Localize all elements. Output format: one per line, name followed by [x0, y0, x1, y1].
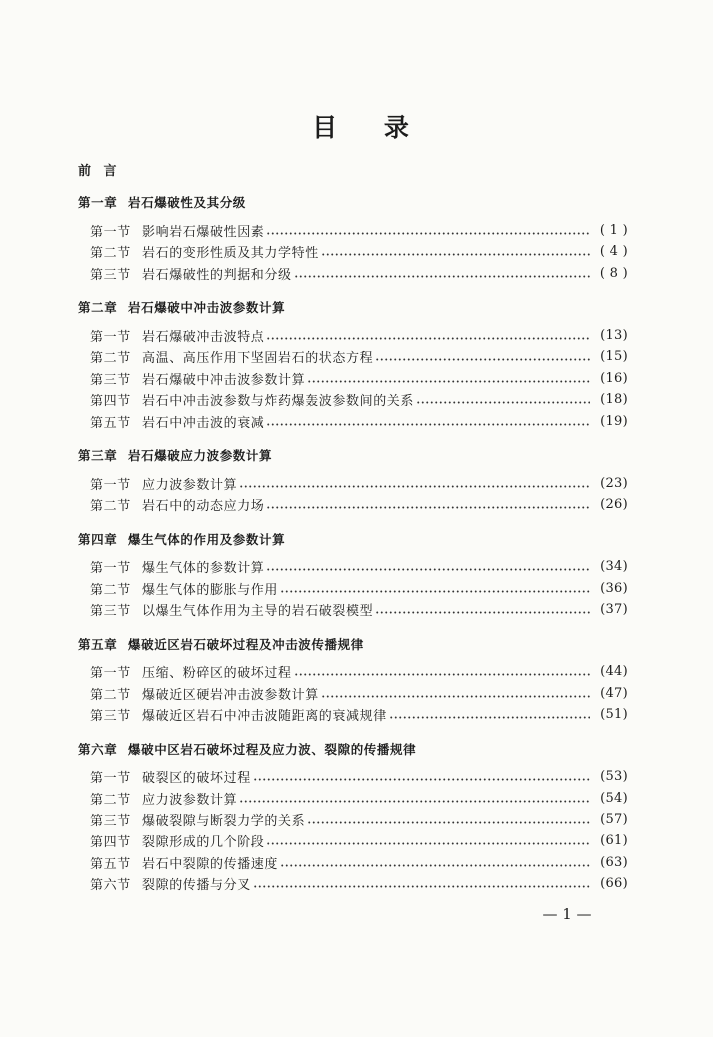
- dot-leader: [321, 253, 590, 256]
- section-label: 第一节: [90, 477, 131, 493]
- section-label: 第一节: [90, 561, 131, 577]
- section-row: [90, 346, 628, 367]
- page-number: (54): [600, 790, 628, 806]
- page-number: ( 8 ): [599, 265, 628, 281]
- chapter-heading: [78, 192, 628, 214]
- section-title: 破裂区的破坏过程: [142, 771, 251, 787]
- dot-leader: [266, 842, 590, 845]
- section-title: 岩石中裂隙的传播速度: [142, 856, 279, 872]
- chapter-heading: [78, 634, 628, 656]
- section-label: 第五节: [90, 856, 131, 872]
- preface-heading: 前 言: [78, 164, 117, 179]
- dot-leader: [321, 695, 590, 698]
- page-number: (23): [600, 475, 628, 491]
- section-title: 裂隙形成的几个阶段: [142, 835, 265, 851]
- dot-leader: [239, 485, 590, 488]
- section-title: 岩石爆破中冲击波参数计算: [142, 372, 306, 388]
- dot-leader: [389, 716, 590, 719]
- section-title: 爆破裂隙与断裂力学的关系: [142, 814, 306, 829]
- page-number: (47): [600, 685, 628, 701]
- dot-leader: [266, 337, 590, 340]
- dot-leader: [307, 821, 590, 824]
- section-label: 第二节: [90, 499, 131, 515]
- section-label: 第四节: [90, 394, 131, 410]
- section-label: 第一节: [90, 771, 131, 787]
- section-label: 第一节: [90, 666, 131, 682]
- section-title: 应力波参数计算: [142, 477, 238, 493]
- page-number: (63): [600, 854, 628, 870]
- section-title: 岩石中冲击波参数与炸药爆轰波参数间的关系: [142, 394, 415, 410]
- dot-leader: [375, 358, 590, 361]
- section-title: 爆破近区岩石中冲击波随距离的衰减规律: [142, 709, 387, 725]
- section-label: 第二节: [90, 246, 131, 262]
- section-label: 第二节: [90, 792, 131, 808]
- chapter-title: 岩石爆破应力波参数计算: [128, 448, 273, 464]
- section-row: [90, 325, 628, 346]
- dot-leader: [239, 800, 590, 803]
- table-of-contents: [78, 163, 628, 894]
- section-row: [90, 241, 628, 262]
- page-number: ( 1 ): [599, 222, 628, 238]
- section-row: [90, 263, 628, 284]
- section-label: 第五节: [90, 415, 131, 431]
- section-row: [90, 682, 628, 703]
- page-number: (53): [600, 769, 628, 785]
- page-number: (16): [600, 370, 628, 386]
- section-row: [90, 852, 628, 873]
- chapter-heading: [78, 529, 628, 551]
- section-row: [90, 704, 628, 725]
- section-title: 裂隙的传播与分叉: [142, 878, 251, 894]
- page-number: ( 4 ): [599, 244, 628, 260]
- page-number: (26): [600, 497, 628, 513]
- dot-leader: [294, 673, 590, 676]
- section-title: 岩石爆破冲击波特点: [142, 329, 265, 345]
- page-number: (37): [600, 602, 628, 618]
- chapter-title: 爆破中区岩石破坏过程及应力波、裂隙的传播规律: [128, 741, 417, 757]
- page-number: (51): [600, 707, 628, 723]
- chapter-label: 第四章: [78, 531, 118, 547]
- section-label: 第二节: [90, 351, 131, 367]
- page-number: (13): [600, 327, 628, 343]
- page-number: (34): [600, 559, 628, 575]
- chapter-title: 爆生气体的作用及参数计算: [128, 531, 286, 547]
- section-row: [90, 556, 628, 577]
- page-footer-number: — 1 —: [542, 905, 592, 923]
- section-label: 第二节: [90, 687, 131, 703]
- section-title: 影响岩石爆破性因素: [142, 224, 265, 240]
- section-label: 第三节: [90, 814, 131, 829]
- chapter-title: 爆破近区岩石破坏过程及冲击波传播规律: [128, 636, 364, 652]
- section-title: 岩石中的动态应力场: [142, 499, 265, 515]
- section-label: 第一节: [90, 224, 131, 240]
- section-row: [90, 766, 628, 787]
- section-title: 爆破近区硬岩冲击波参数计算: [142, 687, 319, 703]
- chapter-label: 第五章: [78, 636, 118, 652]
- section-label: 第六节: [90, 878, 131, 894]
- section-row: [90, 599, 628, 620]
- section-row: [90, 368, 628, 389]
- dot-leader: [307, 380, 590, 383]
- toc-title: 目 录: [312, 113, 409, 142]
- chapter-label: 第六章: [78, 741, 118, 757]
- chapter-heading: [78, 297, 628, 319]
- section-row: [90, 473, 628, 494]
- section-row: [90, 809, 628, 830]
- dot-leader: [280, 590, 590, 593]
- section-title: 岩石中冲击波的衰减: [142, 415, 265, 431]
- section-row: [90, 873, 628, 894]
- dot-leader: [266, 568, 590, 571]
- section-title: 高温、高压作用下坚固岩石的状态方程: [142, 351, 374, 367]
- page-number: (66): [600, 876, 628, 892]
- section-row: [90, 389, 628, 410]
- section-label: 第一节: [90, 329, 131, 345]
- page-number: (36): [600, 580, 628, 596]
- section-label: 第三节: [90, 709, 131, 725]
- page-number: (57): [600, 812, 628, 827]
- section-row: [90, 494, 628, 515]
- section-row: [90, 410, 628, 431]
- dot-leader: [375, 611, 590, 614]
- chapter-label: 第三章: [78, 448, 118, 464]
- dot-leader: [416, 401, 590, 404]
- section-title: 岩石爆破性的判据和分级: [142, 267, 292, 283]
- section-label: 第三节: [90, 604, 131, 620]
- chapter-heading: [78, 739, 628, 761]
- dot-leader: [266, 506, 590, 509]
- section-title: 爆生气体的膨胀与作用: [142, 582, 279, 598]
- dot-leader: [266, 423, 590, 426]
- dot-leader: [253, 885, 590, 888]
- page-number: (19): [600, 413, 628, 429]
- section-row: [90, 220, 628, 241]
- chapter-label: 第一章: [78, 195, 118, 211]
- section-label: 第三节: [90, 267, 131, 283]
- section-row: [90, 787, 628, 808]
- chapter-heading: [78, 445, 628, 467]
- section-label: 第二节: [90, 582, 131, 598]
- dot-leader: [266, 232, 590, 235]
- section-title: 以爆生气体作用为主导的岩石破裂模型: [142, 604, 374, 620]
- dot-leader: [294, 275, 590, 278]
- dot-leader: [253, 778, 590, 781]
- section-label: 第三节: [90, 372, 131, 388]
- page-number: (61): [600, 833, 628, 849]
- section-title: 爆生气体的参数计算: [142, 561, 265, 577]
- section-row: [90, 830, 628, 851]
- page-number: (18): [600, 392, 628, 408]
- chapter-label: 第二章: [78, 300, 118, 316]
- section-title: 岩石的变形性质及其力学特性: [142, 246, 319, 262]
- page-number: (15): [600, 349, 628, 365]
- dot-leader: [280, 864, 590, 867]
- chapter-title: 岩石爆破中冲击波参数计算: [128, 300, 286, 316]
- section-row: [90, 661, 628, 682]
- section-title: 压缩、粉碎区的破坏过程: [142, 666, 292, 682]
- section-row: [90, 577, 628, 598]
- section-label: 第四节: [90, 835, 131, 851]
- chapter-title: 岩石爆破性及其分级: [128, 195, 246, 211]
- section-title: 应力波参数计算: [142, 792, 238, 808]
- page-number: (44): [600, 664, 628, 680]
